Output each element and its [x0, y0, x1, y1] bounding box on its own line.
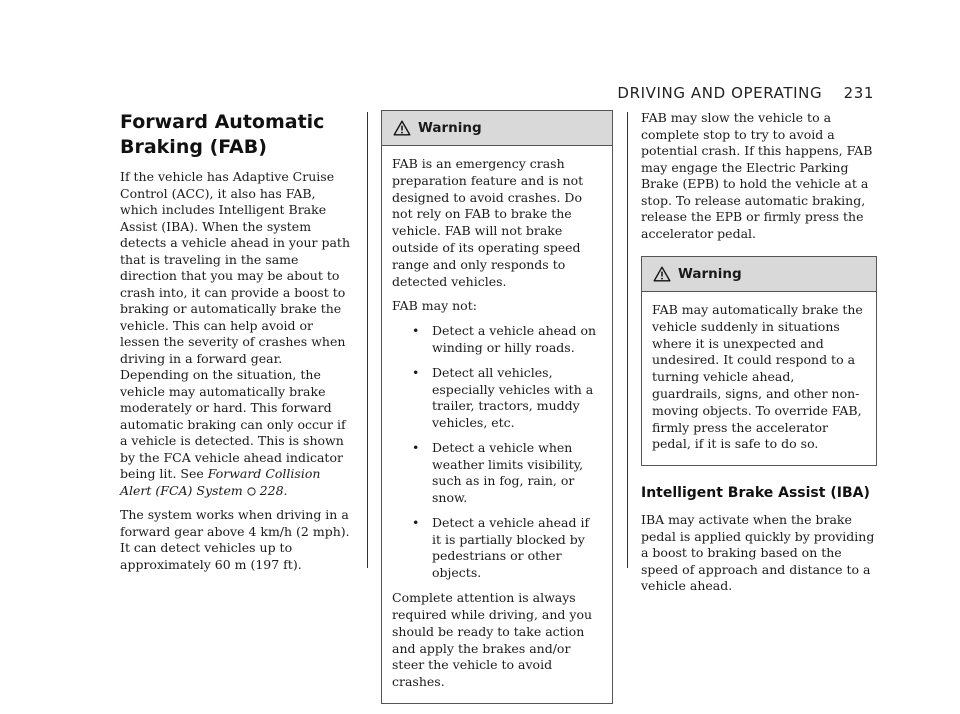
warning-paragraph: FAB is an emergency crash preparation feature and is not designed to avoid crashes. Do not rely on FAB to brake the vehicle. FAB will not brake outside of its operating speed range and only responds to detected vehicles. — [392, 156, 584, 289]
warning-header — [382, 111, 612, 146]
page-number: 231 — [843, 84, 874, 102]
stop-paragraph: FAB may slow the vehicle to a complete stop to try to avoid a potential crash. If this happens, FAB may engage the Electric Parking Brake (EPB) to hold the vehicle at a stop. To release automatic braking, release the EPB or firmly press the accelerator pedal. — [641, 110, 873, 241]
column-divider — [367, 112, 368, 568]
iba-heading: Intelligent Brake Assist (IBA) — [641, 485, 870, 502]
iba-paragraph: IBA may activate when the brake pedal is applied quickly by providing a boost to braking based on the speed of approach and distance to a vehicle ahead. — [641, 512, 875, 594]
warning-paragraph: FAB may automatically brake the vehicle suddenly in situations where it is unexpected and undesired. It could respond to a turning vehicle ahead, guardrails, signs, and other non-moving objects. To override FAB, firmly press the accelerator pedal, if it is safe to do so. — [652, 302, 863, 452]
warning-heading: Warning — [418, 120, 482, 136]
section-heading: Forward Automatic Braking (FAB) — [120, 111, 325, 158]
warning-triangle-icon — [393, 120, 411, 136]
xref-page-number: 228 — [259, 482, 284, 498]
warning-body — [642, 292, 876, 465]
column-left — [120, 110, 352, 581]
list-item: • Detect a vehicle ahead on winding or hilly roads. — [412, 323, 597, 355]
warning-box — [641, 256, 877, 466]
warning-triangle-icon — [653, 266, 671, 282]
column-right — [641, 110, 877, 603]
section-title: DRIVING AND OPERATING — [617, 84, 823, 102]
list-item: • Detect a vehicle ahead if it is partially blocked by pedestrians or other objects. — [412, 515, 590, 580]
limitations-list — [392, 323, 602, 581]
warning-paragraph: FAB may not: — [392, 298, 477, 314]
column-divider — [627, 112, 628, 568]
warning-paragraph: Complete attention is always required while driving, and you should be ready to take action and apply the brakes and/or steer the vehicle to avoid crashes. — [392, 590, 593, 690]
fca-cross-reference-link[interactable]: Forward Collision Alert (FCA) System — [120, 466, 321, 498]
warning-header — [642, 257, 876, 292]
page-ref-icon — [247, 483, 256, 498]
column-middle — [381, 110, 613, 714]
list-item: • Detect all vehicles, especially vehicles with a trailer, tractors, muddy vehicles, etc. — [412, 365, 594, 430]
page-header — [617, 84, 874, 102]
warning-heading: Warning — [678, 266, 742, 282]
list-item: • Detect a vehicle when weather limits visibility, such as in fog, rain, or snow. — [412, 440, 584, 505]
speed-paragraph: The system works when driving in a forward gear above 4 km/h (2 mph). It can detect vehicles up to approximately 60 m (197 ft). — [120, 507, 350, 572]
warning-box — [381, 110, 613, 704]
intro-paragraph: If the vehicle has Adaptive Cruise Control (ACC), it also has FAB, which includes Intelligent Brake Assist (IBA). When the system detects a vehicle ahead in your path that is traveling in the same direction that you may be about to crash into, it can provide a boost to braking or automatically brake the vehicle. This can help avoid or lessen the severity of crashes when driving in a forward gear. Depending on the situation, the vehicle may automatically brake moderately or hard. This forward automatic braking can only occur if a vehicle is detected. This is shown by the FCA vehicle ahead indicator being lit. See Forward Collision Alert (FCA) System 228. — [120, 169, 350, 498]
warning-body — [382, 146, 612, 703]
